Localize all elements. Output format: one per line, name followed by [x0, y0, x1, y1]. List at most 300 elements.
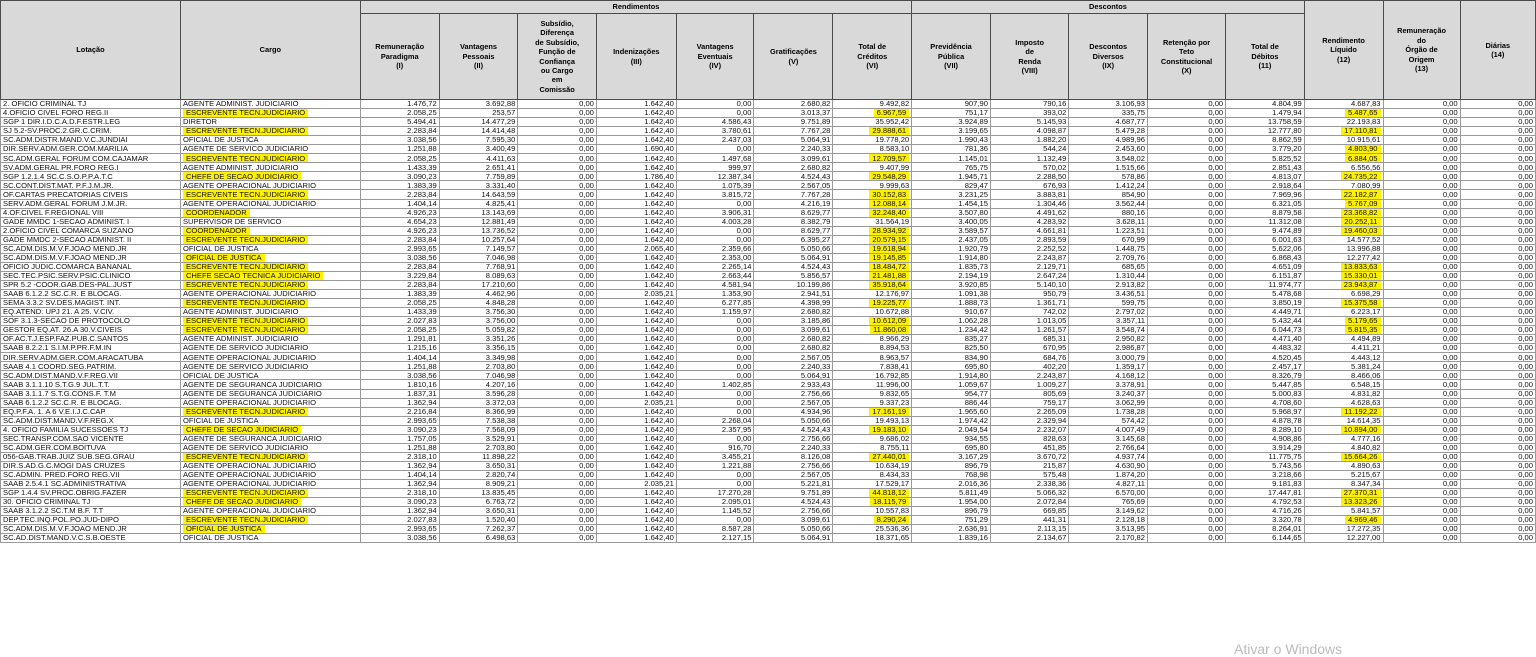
cell-value: 3.756,00	[439, 317, 518, 326]
cell-value: 0,00	[1460, 498, 1535, 507]
cell-value: 2.128,18	[1069, 516, 1148, 525]
cell-lotacao: SAAB 3.1.1.10 S.T.G.9 JUL.T.T.	[1, 380, 181, 389]
highlighted-value: 13.323,26	[1341, 498, 1381, 507]
cell-value: 8.382,79	[754, 217, 833, 226]
cell-value: 5.050,66	[754, 244, 833, 253]
cell-value	[1304, 425, 1383, 434]
cell-lotacao: SOF 3.1.3-SECAO DE PROTOCOLO	[1, 317, 181, 326]
cell-value: 0,00	[1460, 280, 1535, 289]
cell-value: 0,00	[518, 217, 597, 226]
cell-value: 0,00	[518, 163, 597, 172]
cell-value: 1.404,14	[360, 470, 439, 479]
cell-value: 4.411,21	[1304, 344, 1383, 353]
cell-value: 0,00	[518, 534, 597, 543]
cell-value: 0,00	[1148, 443, 1226, 452]
cell-value: 3.199,65	[912, 127, 991, 136]
cell-value: 0,00	[1460, 335, 1535, 344]
cell-value: 0,00	[1148, 235, 1226, 244]
cell-value: 5.479,28	[1069, 127, 1148, 136]
cell-value: 3.378,91	[1069, 380, 1148, 389]
header-line: Origem	[1408, 54, 1435, 64]
cell-value: 768,98	[912, 470, 991, 479]
cell-cargo: AGENTE DE SEGURANCA JUDICIARIO	[180, 380, 360, 389]
cell-value: 2.035,21	[596, 398, 676, 407]
cell-value: 0,00	[1148, 371, 1226, 380]
cell-value: 2.232,07	[990, 425, 1068, 434]
cell-value: 17.529,17	[833, 479, 912, 488]
cell-value: 4.792,53	[1226, 498, 1305, 507]
table-row	[1, 308, 1536, 317]
cell-value: 0,00	[1383, 253, 1460, 262]
cell-value: 0,00	[1460, 271, 1535, 280]
cell-value: 0,00	[1148, 271, 1226, 280]
cell-value: 2.756,66	[754, 507, 833, 516]
header-line: Confiança	[539, 56, 575, 66]
cell-value: 0,00	[1383, 271, 1460, 280]
cell-value: 0,00	[676, 344, 754, 353]
cell-value: 22.193,83	[1304, 118, 1383, 127]
cell-value: 2.457,17	[1226, 362, 1305, 371]
table-row	[1, 389, 1536, 398]
cell-value: 0,00	[676, 335, 754, 344]
cell-cargo	[180, 299, 360, 308]
cell-value: 2.035,21	[596, 479, 676, 488]
cell-value	[1304, 109, 1383, 118]
cell-value: 0,00	[1148, 498, 1226, 507]
cell-value: 0,00	[1383, 235, 1460, 244]
cell-value: 2.651,41	[439, 163, 518, 172]
cell-value: 6.321,05	[1226, 199, 1305, 208]
cell-value: 0,00	[1383, 118, 1460, 127]
cell-value: 0,00	[676, 479, 754, 488]
cell-value: 0,00	[518, 461, 597, 470]
cell-value: 934,55	[912, 434, 991, 443]
header-line: Diferença	[540, 28, 574, 38]
cell-value: 1.383,39	[360, 289, 439, 298]
cell-value: 1.839,16	[912, 534, 991, 543]
cell-value: 2.283,84	[360, 235, 439, 244]
cell-value: 6.223,17	[1304, 308, 1383, 317]
cell-lotacao: 4.OF.CIVEL F.REGIONAL VIII	[1, 208, 181, 217]
cell-value: 2.072,84	[990, 498, 1068, 507]
highlighted-value: 19.145,85	[869, 253, 909, 262]
cell-value: 0,00	[676, 407, 754, 416]
cell-cargo: AGENTE OPERACIONAL JUDICIARIO	[180, 461, 360, 470]
cell-value: 12.227,00	[1304, 534, 1383, 543]
cell-value: 1.353,90	[676, 289, 754, 298]
cell-value: 2.035,21	[596, 289, 676, 298]
cell-value: 14.577,52	[1304, 235, 1383, 244]
cell-value: 0,00	[1460, 308, 1535, 317]
highlighted-value: ESCREVENTE TECN.JUDICIARIO	[183, 326, 308, 335]
cell-value: 670,95	[990, 344, 1068, 353]
cell-value: 0,00	[1383, 289, 1460, 298]
cell-value: 0,00	[1460, 317, 1535, 326]
cell-value: 5.140,10	[990, 280, 1068, 289]
cell-lotacao: SAAB 6.1.2.2 SC.C.R. E BLOCAG.	[1, 398, 181, 407]
cell-value: 0,00	[518, 253, 597, 262]
cell-value: 25.536,36	[833, 525, 912, 534]
col-header-rendimento-0	[360, 14, 439, 100]
cell-value: 3.351,26	[439, 335, 518, 344]
cell-value: 0,00	[1148, 154, 1226, 163]
cell-cargo	[180, 326, 360, 335]
cell-cargo: AGENTE OPERACIONAL JUDICIARIO	[180, 353, 360, 362]
col-header-rendimento-2	[518, 14, 597, 100]
cell-value	[833, 154, 912, 163]
cell-value: 0,00	[1148, 253, 1226, 262]
cell-value: 3.529,91	[439, 434, 518, 443]
cell-cargo: AGENTE ADMINIST. JUDICIARIO	[180, 100, 360, 109]
cell-value: 1.362,94	[360, 398, 439, 407]
cell-value: 1.221,88	[676, 461, 754, 470]
cell-lotacao: SGP 1.2.1.4 SC.C.S.O.P.P.A.T.C	[1, 172, 181, 181]
cell-lotacao: GADE MMDC 2-SECAO ADMINIST. II	[1, 235, 181, 244]
cell-value: 1.159,97	[676, 308, 754, 317]
cell-value: 2.252,52	[990, 244, 1068, 253]
cell-value: 1.642,40	[596, 217, 676, 226]
cell-value: 4.581,94	[676, 280, 754, 289]
header-line: (V)	[788, 56, 799, 66]
cell-value: 0,00	[676, 235, 754, 244]
cell-value: 2.797,02	[1069, 308, 1148, 317]
cell-value: 8.755,11	[833, 443, 912, 452]
cell-value: 4.848,28	[439, 299, 518, 308]
cell-value: 8.894,53	[833, 344, 912, 353]
cell-value: 31.564,19	[833, 217, 912, 226]
cell-value: 5.064,91	[754, 371, 833, 380]
cell-value: 0,00	[1383, 335, 1460, 344]
header-line: Total de	[858, 42, 887, 52]
cell-value: 0,00	[1148, 507, 1226, 516]
cell-value: 1.642,40	[596, 461, 676, 470]
cell-value: 854,90	[1069, 190, 1148, 199]
cell-cargo	[180, 190, 360, 199]
cell-cargo	[180, 425, 360, 434]
cell-value: 4.283,92	[990, 217, 1068, 226]
cell-value: 0,00	[1148, 525, 1226, 534]
cell-value: 0,00	[676, 317, 754, 326]
cell-lotacao: SAAB 3.1.2.2 SC.T.M B.F. T.T	[1, 507, 181, 516]
table-row	[1, 407, 1536, 416]
table-row	[1, 317, 1536, 326]
cell-value: 5.000,83	[1226, 389, 1305, 398]
cell-value	[833, 253, 912, 262]
cell-value: 0,00	[1383, 181, 1460, 190]
cell-value: 2.338,36	[990, 479, 1068, 488]
cell-value: 6.144,65	[1226, 534, 1305, 543]
cell-value: 12.277,42	[1304, 253, 1383, 262]
cell-value: 6.277,85	[676, 299, 754, 308]
cell-value: 1.888,73	[912, 299, 991, 308]
cell-value: 3.548,02	[1069, 154, 1148, 163]
cell-value: 10.634,19	[833, 461, 912, 470]
col-header-rendimento-6	[833, 14, 912, 100]
cell-value: 6.570,00	[1069, 489, 1148, 498]
cell-value: 7.149,57	[439, 244, 518, 253]
highlighted-value: CHEFE DE SECAO JUDICIARIO	[183, 425, 301, 434]
cell-value: 0,00	[518, 244, 597, 253]
cell-value: 1.642,40	[596, 317, 676, 326]
cell-value: 2.268,04	[676, 416, 754, 425]
cell-value: 765,75	[912, 163, 991, 172]
cell-value: 1.515,66	[1069, 163, 1148, 172]
cell-value: 3.229,84	[360, 271, 439, 280]
cell-value: 1.965,60	[912, 407, 991, 416]
cell-value: 1.786,40	[596, 172, 676, 181]
cell-value	[1304, 299, 1383, 308]
highlighted-value: 5.179,65	[1345, 317, 1381, 326]
cell-cargo	[180, 525, 360, 534]
cell-value: 14.643,59	[439, 190, 518, 199]
cell-value: 2.265,09	[990, 407, 1068, 416]
cell-value: 0,00	[518, 181, 597, 190]
cell-value: 0,00	[1148, 190, 1226, 199]
cell-value: 2.680,82	[754, 100, 833, 109]
cell-value: 1.404,14	[360, 199, 439, 208]
cell-value: 1.757,05	[360, 434, 439, 443]
cell-value: 0,00	[1148, 425, 1226, 434]
header-line: (14)	[1491, 50, 1505, 59]
header-line: Rendimento	[1322, 35, 1365, 45]
cell-value: 1.990,43	[912, 136, 991, 145]
cell-value: 13.996,88	[1304, 244, 1383, 253]
cell-value: 0,00	[1148, 127, 1226, 136]
cell-value: 2.986,87	[1069, 344, 1148, 353]
cell-value: 0,00	[1383, 326, 1460, 335]
cell-value: 1.479,94	[1226, 109, 1305, 118]
cell-value: 16.792,85	[833, 371, 912, 380]
table-row	[1, 380, 1536, 389]
cell-value: 18.371,65	[833, 534, 912, 543]
cell-cargo	[180, 407, 360, 416]
cell-value: 17.447,81	[1226, 489, 1305, 498]
header-line: (13)	[1414, 64, 1429, 74]
cell-value: 685,65	[1069, 262, 1148, 271]
header-line: (VI)	[866, 61, 879, 71]
cell-value: 3.692,88	[439, 100, 518, 109]
cell-value: 1.251,88	[360, 443, 439, 452]
col-header-desconto-3	[1148, 14, 1226, 100]
highlighted-value: ESCREVENTE TECN.JUDICIARIO	[183, 109, 308, 118]
cell-value: 8.963,57	[833, 353, 912, 362]
cell-value: 1.404,14	[360, 353, 439, 362]
cell-value: 1.433,39	[360, 308, 439, 317]
cell-value: 0,00	[1148, 136, 1226, 145]
cell-value: 0,00	[1460, 389, 1535, 398]
cell-value: 0,00	[1383, 226, 1460, 235]
cell-value: 1.132,49	[990, 154, 1068, 163]
cell-value: 0,00	[518, 235, 597, 244]
cell-value: 5.050,66	[754, 416, 833, 425]
cell-value: 4.462,96	[439, 289, 518, 298]
cell-value: 0,00	[518, 398, 597, 407]
cell-lotacao: SC.ADM.DISTR.MAND.V.C.JUNDIAI	[1, 136, 181, 145]
cell-value: 8.629,77	[754, 208, 833, 217]
cell-value: 1.945,71	[912, 172, 991, 181]
cell-value: 2.240,33	[754, 443, 833, 452]
cell-value: 1.642,40	[596, 190, 676, 199]
cell-value: 5.622,06	[1226, 244, 1305, 253]
cell-lotacao: 056-GAB.TRAB.JUIZ SUB.SEG.GRAU	[1, 452, 181, 461]
cell-cargo: OFICIAL DE JUSTICA	[180, 371, 360, 380]
header-line: Eventuais	[697, 51, 733, 61]
highlighted-value: 22.182,87	[1341, 190, 1381, 199]
cell-value: 0,00	[518, 389, 597, 398]
cell-value: 0,00	[518, 452, 597, 461]
table-row	[1, 452, 1536, 461]
cell-value: 0,00	[1383, 479, 1460, 488]
col-header-rendimento-3	[596, 14, 676, 100]
cell-value: 0,00	[1148, 217, 1226, 226]
cell-value: 7.568,09	[439, 425, 518, 434]
cell-value: 0,00	[1383, 145, 1460, 154]
cell-value: 3.038,56	[360, 534, 439, 543]
cell-value: 7.768,91	[439, 262, 518, 271]
cell-value: 1.642,40	[596, 326, 676, 335]
cell-value: 4.524,43	[754, 425, 833, 434]
cell-value: 0,00	[1460, 507, 1535, 516]
cell-value: 9.407,99	[833, 163, 912, 172]
cell-value: 4.216,19	[754, 199, 833, 208]
cell-value: 2.437,03	[676, 136, 754, 145]
header-line: Descontos	[1089, 42, 1128, 52]
cell-value: 3.883,81	[990, 190, 1068, 199]
cell-value: 8.126,08	[754, 452, 833, 461]
cell-value: 0,00	[518, 271, 597, 280]
cell-value: 0,00	[1148, 317, 1226, 326]
cell-value: 7.767,28	[754, 190, 833, 199]
cell-value: 6.548,15	[1304, 380, 1383, 389]
cell-value: 916,70	[676, 443, 754, 452]
cell-value: 5.478,68	[1226, 289, 1305, 298]
cell-value: 3.779,20	[1226, 145, 1305, 154]
cell-value	[1304, 407, 1383, 416]
highlighted-value: ESCREVENTE TECN.JUDICIARIO	[183, 127, 308, 136]
cell-value: 0,00	[518, 145, 597, 154]
table-row	[1, 516, 1536, 525]
cell-value: 0,00	[1148, 181, 1226, 190]
cell-value: 570,02	[990, 163, 1068, 172]
cell-value: 0,00	[518, 127, 597, 136]
cell-value: 4.908,86	[1226, 434, 1305, 443]
header-line: Vantagens	[696, 42, 734, 52]
highlighted-value: 5.815,35	[1345, 326, 1381, 335]
header-line: Diversos	[1092, 51, 1124, 61]
cell-value: 1.383,39	[360, 181, 439, 190]
cell-value: 1.738,28	[1069, 407, 1148, 416]
cell-value: 829,47	[912, 181, 991, 190]
cell-value: 1.520,40	[439, 516, 518, 525]
cell-value: 1.642,40	[596, 525, 676, 534]
cell-value: 0,00	[1383, 416, 1460, 425]
cell-lotacao: SC.AD.DIST.MAND.V.C.S.B.OESTE	[1, 534, 181, 543]
table-row	[1, 244, 1536, 253]
cell-lotacao: EQ.P.F.A. 1. A 6 V.E.I.J.C.CAP	[1, 407, 181, 416]
highlighted-value: CHEFE SECAO TECNICA JUDICIARIO	[183, 271, 323, 280]
cell-value: 0,00	[676, 226, 754, 235]
cell-value: 1.448,75	[1069, 244, 1148, 253]
cell-value: 2.283,84	[360, 280, 439, 289]
cell-value: 2.049,54	[912, 425, 991, 434]
cell-value: 11.898,22	[439, 452, 518, 461]
cell-value: 2.243,87	[990, 253, 1068, 262]
cell-value: 0,00	[518, 479, 597, 488]
cell-value	[1304, 217, 1383, 226]
table-row	[1, 479, 1536, 488]
cell-value: 451,85	[990, 443, 1068, 452]
highlighted-value: 23.943,87	[1341, 280, 1381, 289]
cell-value: 4.524,43	[754, 172, 833, 181]
cell-value: 886,44	[912, 398, 991, 407]
highlighted-value: 28.934,92	[869, 226, 909, 235]
cell-value: 7.759,89	[439, 172, 518, 181]
cell-value: 2.216,84	[360, 407, 439, 416]
highlighted-value: 13.833,63	[1341, 262, 1381, 271]
cell-value: 0,00	[1148, 163, 1226, 172]
cell-value: 0,00	[518, 226, 597, 235]
cell-value: 0,00	[1383, 172, 1460, 181]
cell-lotacao: SGP 1 DIR.I.D.C.A.D.F.ESTR.LEG	[1, 118, 181, 127]
cell-lotacao: DIR.SERV.ADM.GER.COM.MARILIA	[1, 145, 181, 154]
cell-value: 3.240,37	[1069, 389, 1148, 398]
cell-value: 7.080,99	[1304, 181, 1383, 190]
cell-value: 5.743,56	[1226, 461, 1305, 470]
table-row	[1, 434, 1536, 443]
cell-value: 2.170,82	[1069, 534, 1148, 543]
cell-value: 0,00	[1460, 443, 1535, 452]
highlighted-value: 5.767,09	[1345, 199, 1381, 208]
cell-value: 1.642,40	[596, 371, 676, 380]
cell-cargo: AGENTE DE SERVICO JUDICIARIO	[180, 443, 360, 452]
cell-value: 0,00	[1460, 136, 1535, 145]
highlighted-value: 21.481,88	[869, 271, 909, 280]
cell-value: 2.913,82	[1069, 280, 1148, 289]
cell-value: 1.362,94	[360, 507, 439, 516]
col-header-diarias	[1460, 1, 1535, 100]
cell-value: 2.058,25	[360, 154, 439, 163]
cell-value: 6.556,56	[1304, 163, 1383, 172]
highlighted-value: 4.969,46	[1345, 516, 1381, 525]
cell-value: 1.642,40	[596, 416, 676, 425]
col-header-rendimento-5	[754, 14, 833, 100]
col-header-rendimento-4	[676, 14, 754, 100]
cell-value: 10.257,64	[439, 235, 518, 244]
cell-value: 2.756,66	[754, 461, 833, 470]
cell-value: 4.813,07	[1226, 172, 1305, 181]
cell-value: 1.920,79	[912, 244, 991, 253]
cell-cargo: OFICIAL DE JUSTICA	[180, 244, 360, 253]
cell-cargo: OFICIAL DE JUSTICA	[180, 534, 360, 543]
cell-value: 3.357,11	[1069, 317, 1148, 326]
table-row	[1, 335, 1536, 344]
cell-value: 0,00	[518, 208, 597, 217]
cell-value: 6.151,87	[1226, 271, 1305, 280]
cell-value: 0,00	[1383, 353, 1460, 362]
cell-value: 2.240,33	[754, 362, 833, 371]
cell-value: 1.251,88	[360, 145, 439, 154]
cell-value: 4.654,23	[360, 217, 439, 226]
cell-value: 3.815,72	[676, 190, 754, 199]
cell-value: 0,00	[676, 145, 754, 154]
cell-value: 1.642,40	[596, 470, 676, 479]
header-line: Remuneração	[375, 42, 425, 52]
cell-value: 2.453,60	[1069, 145, 1148, 154]
cell-value	[1304, 208, 1383, 217]
cell-value: 4.520,45	[1226, 353, 1305, 362]
cell-value: 0,00	[1383, 362, 1460, 371]
cell-value	[833, 498, 912, 507]
